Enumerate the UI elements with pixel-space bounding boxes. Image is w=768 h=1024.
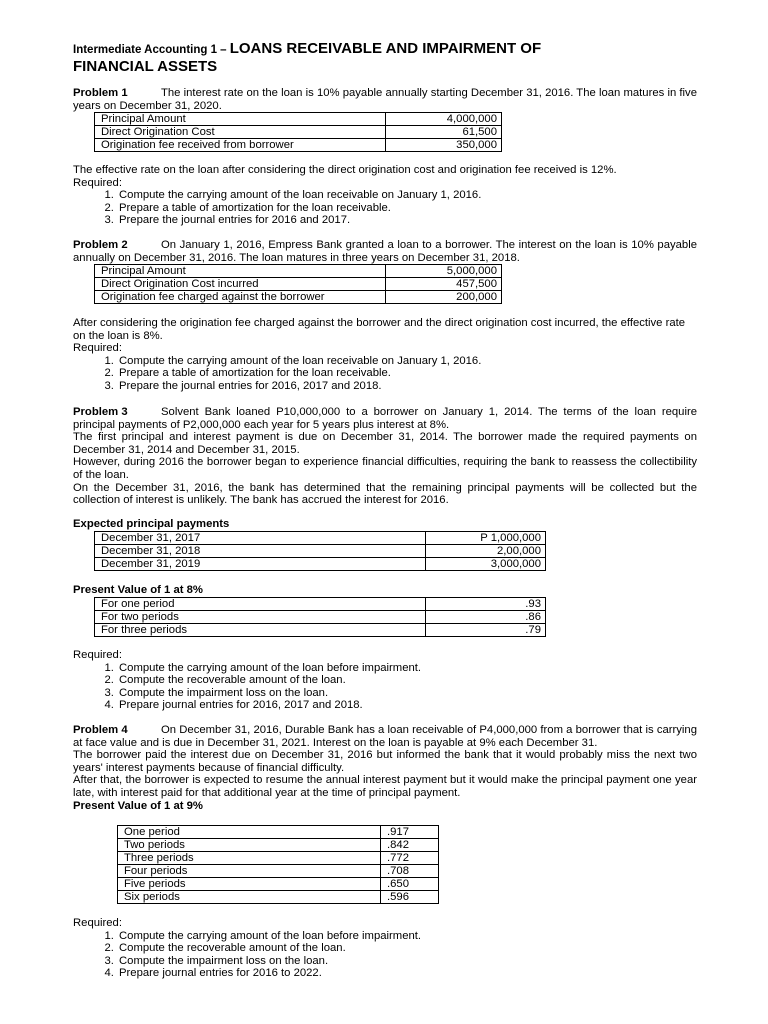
table-cell: Origination fee received from borrower — [95, 139, 386, 152]
list-item: 4. Prepare journal entries for 2016, 2017 and 2018. — [117, 699, 697, 712]
table-cell: .708 — [381, 865, 439, 878]
table-cell: Origination fee charged against the borrower — [95, 291, 386, 304]
problem-4-required: Required: — [73, 917, 122, 929]
problem-3-para4: On the December 31, 2016, the bank has determined that the remaining principal payments will be collected but the collection of interest is unlikely. The bank has accrued the interest for 2016. — [73, 481, 697, 507]
list-item: 1. Compute the carrying amount of the loan receivable on January 1, 2016. — [117, 189, 697, 202]
table-cell: 5,000,000 — [386, 265, 502, 278]
table-cell: Two periods — [118, 839, 381, 852]
table-cell: Four periods — [118, 865, 381, 878]
problem-4-required-block — [73, 917, 697, 980]
problem-4-body — [73, 724, 697, 812]
list-item: 4. Prepare journal entries for 2016 to 2022. — [117, 967, 697, 980]
pv9-title: Present Value of 1 at 9% — [73, 799, 203, 812]
table-row — [95, 126, 502, 139]
title-line1: LOANS RECEIVABLE AND IMPAIRMENT OF — [229, 40, 542, 57]
problem-1-after-text: The effective rate on the loan after considering the direct origination cost and origination fee received is 12%. — [73, 164, 617, 176]
problem-3-required: Required: — [73, 649, 122, 661]
problem-1-table — [94, 112, 502, 152]
table-cell: .79 — [426, 624, 546, 637]
document-title — [73, 40, 697, 76]
problem-2-after — [73, 317, 697, 393]
title-line2: FINANCIAL ASSETS — [73, 58, 218, 75]
table-row — [95, 611, 546, 624]
table-cell: .842 — [381, 839, 439, 852]
problem-3-para2: The first principal and interest payment is due on December 31, 2014. The borrower made the required payments on December 31, 2014 and December 31, 2015. — [73, 431, 697, 456]
problem-2-intro — [73, 239, 697, 264]
table-cell: P 1,000,000 — [426, 532, 546, 545]
table-row — [95, 558, 546, 571]
table-cell: 350,000 — [386, 139, 502, 152]
table-row — [118, 878, 439, 891]
table-cell: Principal Amount — [95, 113, 386, 126]
problem-4-label: Problem 4 — [73, 724, 128, 736]
list-item: 2. Prepare a table of amortization for the loan receivable. — [117, 367, 697, 380]
table-cell: Direct Origination Cost — [95, 126, 386, 139]
table-cell: 2,00,000 — [426, 545, 546, 558]
list-item: 1. Compute the carrying amount of the loan before impairment. — [117, 930, 697, 943]
table-cell: Six periods — [118, 891, 381, 904]
problem-3-para3: However, during 2016 the borrower began to experience financial difficulties, requiring the bank to reassess the collectibility of the loan. — [73, 456, 697, 481]
problem-4-para2: The borrower paid the interest due on December 31, 2016 but informed the bank that it would probably miss the next two years' interest payments because of financial difficulty. — [73, 749, 697, 774]
table-cell: .93 — [426, 598, 546, 611]
problem-1-text: The interest rate on the loan is 10% payable annually starting December 31, 2016. The loan matures in five years on December 31, 2020. — [73, 87, 697, 112]
table-row — [118, 839, 439, 852]
table-cell: Five periods — [118, 878, 381, 891]
pv9-table — [117, 825, 439, 904]
table-row — [95, 278, 502, 291]
table-row — [95, 139, 502, 152]
problem-3-text: Solvent Bank loaned P10,000,000 to a borrower on January 1, 2014. The terms of the loan require principal payments of P2,000,000 each year for 5 years plus interest at 8%. — [73, 406, 697, 431]
list-item: 3. Compute the impairment loss on the loan. — [117, 687, 697, 700]
table-cell: For one period — [95, 598, 426, 611]
table-row — [95, 113, 502, 126]
table-cell: For two periods — [95, 611, 426, 624]
problem-1-required: Required: — [73, 176, 122, 189]
problem-3-required-block — [73, 649, 697, 712]
problem-2-requirements — [73, 355, 697, 393]
list-item: 3. Compute the impairment loss on the loan. — [117, 955, 697, 968]
table-row — [95, 291, 502, 304]
table-cell: Three periods — [118, 852, 381, 865]
problem-2-table — [94, 264, 502, 304]
table-cell: 61,500 — [386, 126, 502, 139]
table-cell: December 31, 2018 — [95, 545, 426, 558]
table-row — [95, 532, 546, 545]
list-item: 2. Prepare a table of amortization for the loan receivable. — [117, 202, 697, 215]
expected-payments-table — [94, 531, 546, 571]
pv8-title: Present Value of 1 at 8% — [73, 584, 203, 596]
table-row — [95, 265, 502, 278]
problem-1-after — [73, 164, 697, 227]
table-cell: Direct Origination Cost incurred — [95, 278, 386, 291]
table-row — [95, 545, 546, 558]
problem-1-requirements — [73, 189, 697, 227]
problem-4-para3: After that, the borrower is expected to resume the annual interest payment but it would make the principal payment one year late, with interest paid for that additional year at the time of principal payment. — [73, 774, 697, 799]
table-cell: December 31, 2019 — [95, 558, 426, 571]
table-cell: .86 — [426, 611, 546, 624]
table-row — [118, 852, 439, 865]
table-cell: .596 — [381, 891, 439, 904]
list-item: 2. Compute the recoverable amount of the loan. — [117, 942, 697, 955]
table-cell: .772 — [381, 852, 439, 865]
table-cell: .917 — [381, 826, 439, 839]
table-cell: For three periods — [95, 624, 426, 637]
list-item: 1. Compute the carrying amount of the loan receivable on January 1, 2016. — [117, 355, 697, 368]
list-item: 2. Compute the recoverable amount of the loan. — [117, 674, 697, 687]
list-item: 3. Prepare the journal entries for 2016, 2017 and 2018. — [117, 380, 697, 393]
problem-2-label: Problem 2 — [73, 239, 128, 251]
table-row — [118, 891, 439, 904]
list-item: 3. Prepare the journal entries for 2016 and 2017. — [117, 214, 697, 227]
table-row — [118, 826, 439, 839]
table-row — [95, 598, 546, 611]
problem-2-text: On January 1, 2016, Empress Bank granted a loan to a borrower. The interest on the loan is 10% payable annually on December 31, 2016. The loan matures in three years on December 31, 2018. — [73, 239, 697, 264]
table-cell: One period — [118, 826, 381, 839]
list-item: 1. Compute the carrying amount of the loan before impairment. — [117, 662, 697, 675]
expected-payments-title: Expected principal payments — [73, 518, 230, 530]
table-cell: 3,000,000 — [426, 558, 546, 571]
pv8-table — [94, 597, 546, 637]
table-cell: .650 — [381, 878, 439, 891]
course-name: Intermediate Accounting 1 – — [73, 44, 227, 56]
table-row — [118, 865, 439, 878]
problem-3-requirements — [73, 662, 697, 712]
problem-1-label: Problem 1 — [73, 87, 128, 99]
table-cell: 457,500 — [386, 278, 502, 291]
table-cell: 4,000,000 — [386, 113, 502, 126]
problem-4-requirements — [73, 930, 697, 980]
problem-1-intro — [73, 87, 697, 112]
problem-3-label: Problem 3 — [73, 406, 128, 418]
problem-2-required: Required: — [73, 342, 122, 355]
table-row — [95, 624, 546, 637]
problem-4-text: On December 31, 2016, Durable Bank has a loan receivable of P4,000,000 from a borrower that is carrying at face value and is due in December 31, 2021. Interest on the loan is payable at 9% each December 31. — [73, 724, 697, 749]
table-cell: December 31, 2017 — [95, 532, 426, 545]
table-cell: 200,000 — [386, 291, 502, 304]
table-cell: Principal Amount — [95, 265, 386, 278]
problem-2-after-text: After considering the origination fee charged against the borrower and the direct origination cost incurred, the effective rate on the loan is 8%. — [73, 317, 686, 342]
problem-3-body — [73, 406, 697, 507]
